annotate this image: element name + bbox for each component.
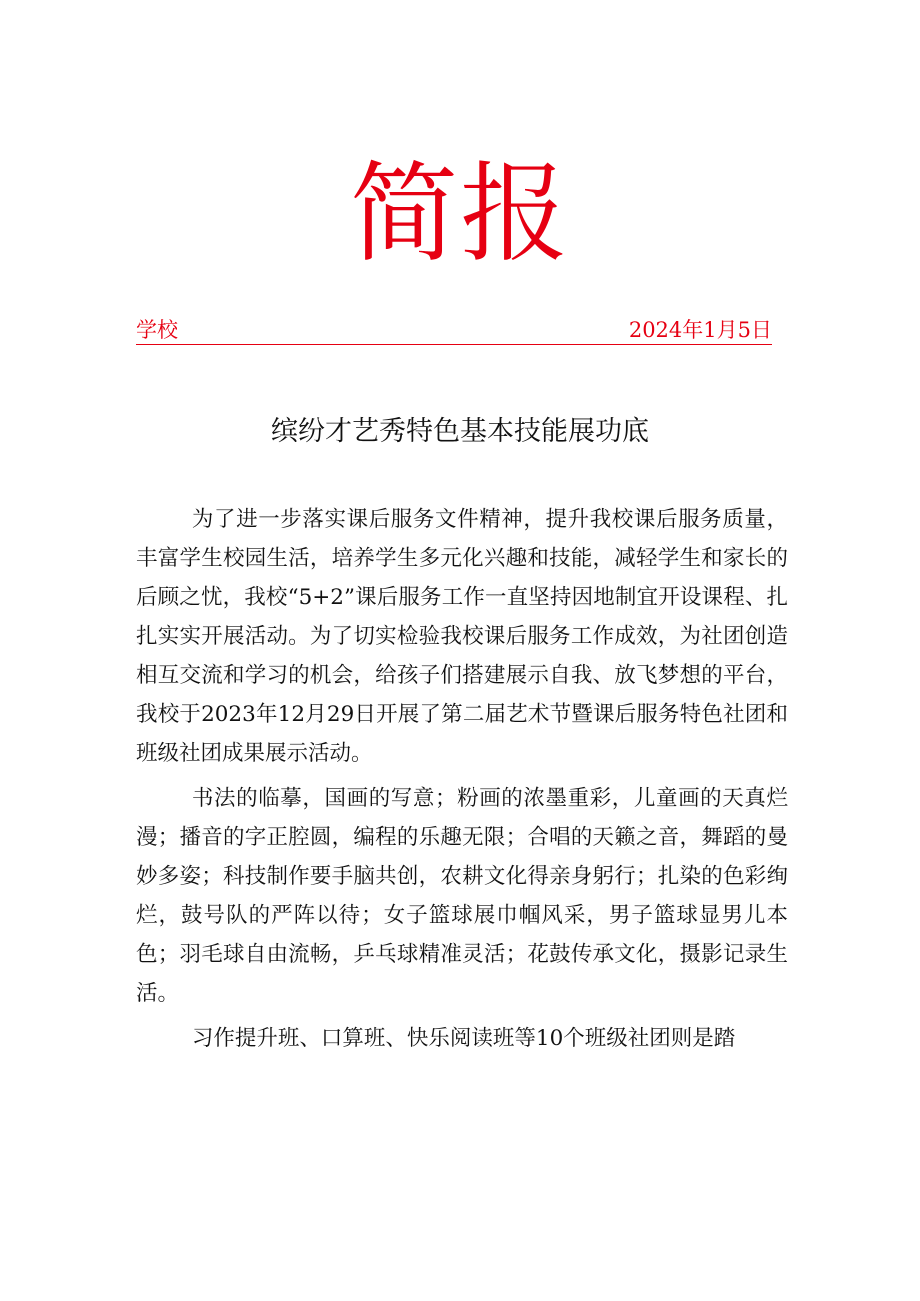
- paragraph: 习作提升班、口算班、快乐阅读班等10个班级社团则是踏: [191, 1026, 736, 1051]
- article-body: [136, 500, 788, 1064]
- masthead-title: 简报: [349, 152, 570, 277]
- article-title: 缤纷才艺秀特色基本技能展功底: [271, 416, 649, 447]
- paragraph: 为了进一步落实课后服务文件精神，提升我校课后服务质量，丰富学生校园生活，培养学生多元化兴趣和技能，减轻学生和家长的后顾之忧，我校“5+2”课后服务工作一直坚持因地制宜开设课程、扎扎实实开展活动。为了切实检验我校课后服务工作成效，为社团创造相互交流和学习的机会，给孩子们搭建展示自我、放飞梦想的平台，我校于2023年12月29日开展了第二届艺术节暨课后服务特色社团和班级社团成果展示活动。: [136, 507, 788, 766]
- school-name: 学校: [136, 318, 178, 342]
- issue-date: 2024年1月5日: [628, 318, 772, 342]
- masthead-meta-line: [136, 316, 772, 345]
- paragraph: 书法的临摹，国画的写意；粉画的浓墨重彩，儿童画的天真烂漫；播音的字正腔圆，编程的乐趣无限；合唱的天籁之音，舞蹈的曼妙多姿；科技制作要手脑共创，农耕文化得亲身躬行；扎染的色彩绚烂，鼓号队的严阵以待；女子篮球展巾帼风采，男子篮球显男儿本色；羽毛球自由流畅，乒乓球精准灵活；花鼓传承文化，摄影记录生活。: [136, 786, 788, 1006]
